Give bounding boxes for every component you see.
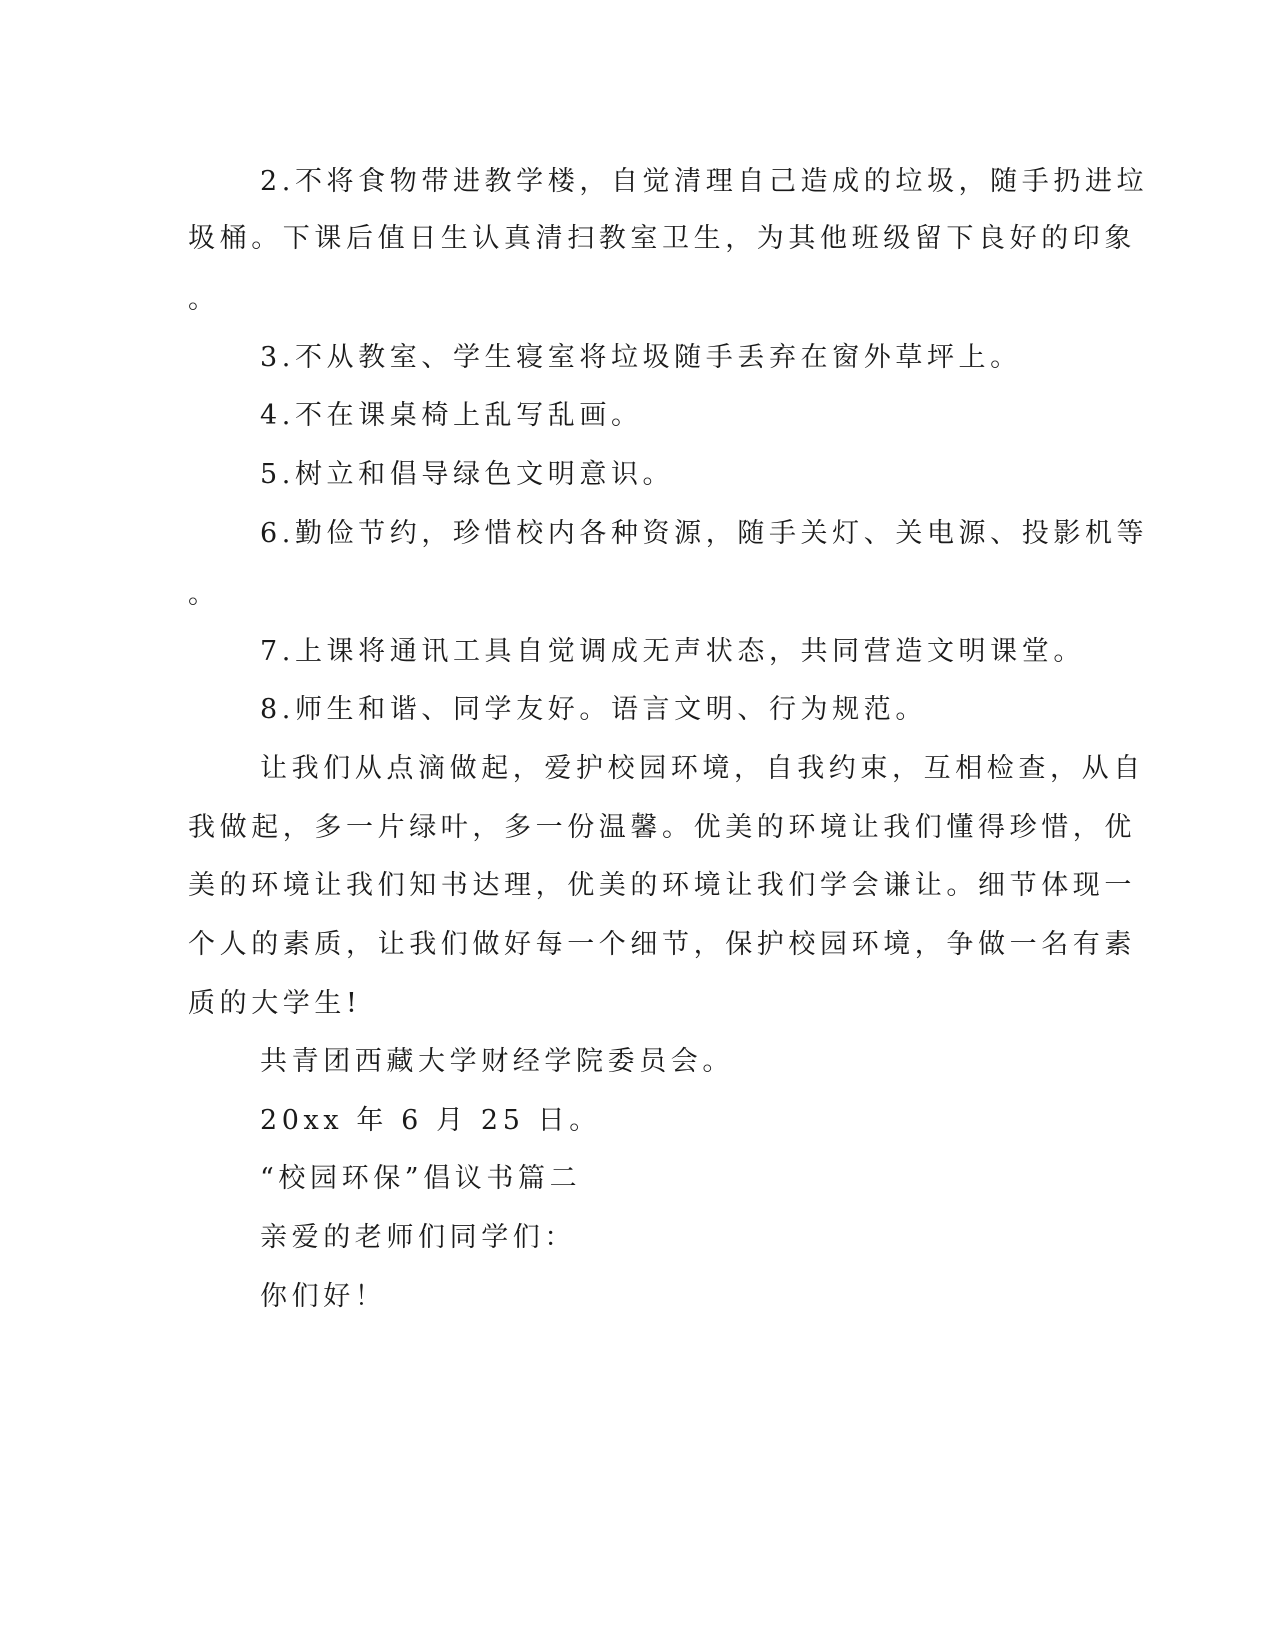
text-line: 你们好！ <box>260 1281 387 1312</box>
text-line: 让我们从点滴做起，爱护校园环境，自我约束，互相检查，从自 <box>260 753 1145 784</box>
text-line: 2.不将食物带进教学楼，自觉清理自己造成的垃圾，随手扔进垃 <box>260 166 1149 197</box>
text-line: 5.树立和倡导绿色文明意识。 <box>260 459 675 490</box>
text-line: 质的大学生! <box>188 988 362 1019</box>
text-line: 3.不从教室、学生寝室将垃圾随手丢弃在窗外草坪上。 <box>260 342 1022 373</box>
text-line: 4.不在课桌椅上乱写乱画。 <box>260 400 643 431</box>
text-line: 美的环境让我们知书达理，优美的环境让我们学会谦让。细节体现一 <box>188 870 1136 901</box>
text-line: 6.勤俭节约，珍惜校内各种资源，随手关灯、关电源、投影机等 <box>260 518 1149 549</box>
text-line: 我做起，多一片绿叶，多一份温馨。优美的环境让我们懂得珍惜，优 <box>188 812 1136 843</box>
text-line: 圾桶。下课后值日生认真清扫教室卫生，为其他班级留下良好的印象 <box>188 223 1136 254</box>
text-line: 共青团西藏大学财经学院委员会。 <box>260 1046 734 1077</box>
text-line: 8.师生和谐、同学友好。语言文明、行为规范。 <box>260 694 927 725</box>
text-line: 个人的素质，让我们做好每一个细节，保护校园环境，争做一名有素 <box>188 929 1136 960</box>
text-line: 。 <box>188 579 220 610</box>
text-line: 亲爱的老师们同学们： <box>260 1222 576 1253</box>
text-line: 20xx 年 6 月 25 日。 <box>260 1105 601 1136</box>
text-line: “校园环保”倡议书篇二 <box>260 1163 582 1194</box>
text-line: 7.上课将通讯工具自觉调成无声状态，共同营造文明课堂。 <box>260 636 1085 667</box>
text-line: 。 <box>188 284 220 315</box>
